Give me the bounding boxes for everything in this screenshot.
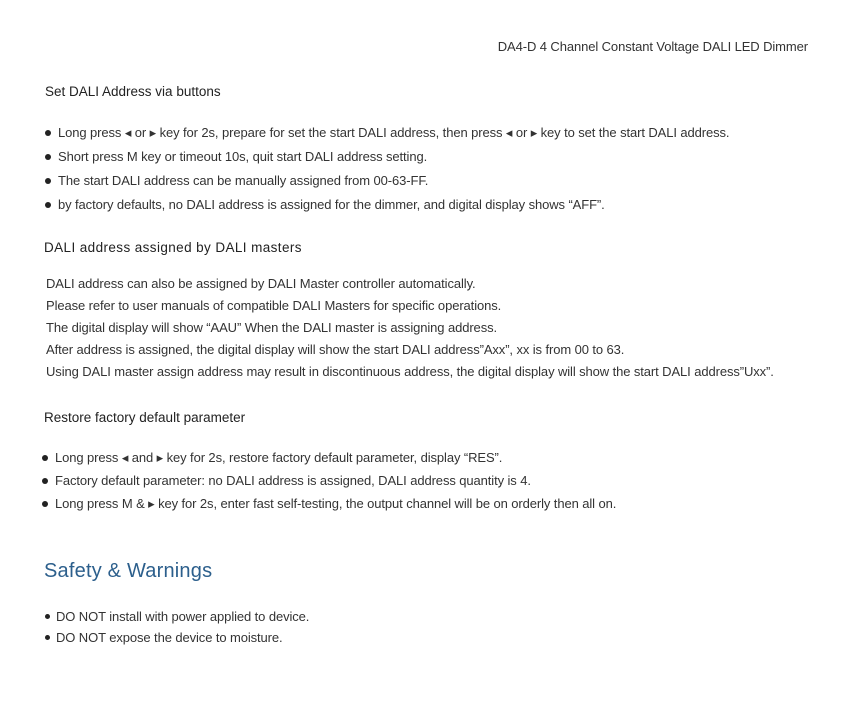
bullet-icon xyxy=(42,501,48,507)
list-item-text: Long press ◂ or ▸ key for 2s, prepare for set the start DALI address, then press ◂ or ▸ key to set the start DALI address. xyxy=(58,125,730,140)
list-item xyxy=(45,125,729,141)
list-item-text: by factory defaults, no DALI address is assigned for the dimmer, and digital display shows “AFF”. xyxy=(58,197,605,212)
bullet-icon xyxy=(45,130,51,136)
paragraph-line: Please refer to user manuals of compatible DALI Masters for specific operations. xyxy=(46,298,502,313)
paragraph-line: After address is assigned, the digital display will show the start DALI address”Axx”, xx is from 00 to 63. xyxy=(46,342,625,357)
restore-heading: Restore factory default parameter xyxy=(44,410,246,425)
bullet-icon xyxy=(45,202,51,208)
safety-warnings-title: Safety & Warnings xyxy=(44,560,213,582)
list-item xyxy=(42,450,502,466)
bullet-icon xyxy=(45,614,50,619)
list-item-text: DO NOT expose the device to moisture. xyxy=(56,630,283,645)
bullet-icon xyxy=(45,154,51,160)
list-item xyxy=(45,173,428,188)
bullet-icon xyxy=(42,478,48,484)
list-item xyxy=(45,149,427,164)
list-item xyxy=(45,630,283,645)
document-header-title: DA4-D 4 Channel Constant Voltage DALI LED Dimmer xyxy=(497,39,808,54)
list-item-text: The start DALI address can be manually assigned from 00-63-FF. xyxy=(58,173,429,188)
paragraph-line: The digital display will show “AAU” When the DALI master is assigning address. xyxy=(46,320,498,335)
bullet-icon xyxy=(42,455,48,461)
bullet-icon xyxy=(45,178,51,184)
paragraph-line: Using DALI master assign address may result in discontinuous address, the digital display will show the start DALI address”Uxx”. xyxy=(46,364,774,379)
list-item-text: Short press M key or timeout 10s, quit start DALI address setting. xyxy=(58,149,428,164)
list-item xyxy=(45,197,605,212)
list-item xyxy=(42,473,531,488)
bullet-icon xyxy=(45,635,50,640)
paragraph-line: DALI address can also be assigned by DALI Master controller automatically. xyxy=(46,276,476,291)
list-item xyxy=(42,496,616,512)
list-item-text: Long press ◂ and ▸ key for 2s, restore factory default parameter, display “RES”. xyxy=(55,450,503,465)
list-item-text: Factory default parameter: no DALI address is assigned, DALI address quantity is 4. xyxy=(55,473,531,488)
list-item xyxy=(45,609,309,624)
list-item-text: Long press M & ▸ key for 2s, enter fast self-testing, the output channel will be on orderly then all on. xyxy=(55,496,617,511)
list-item-text: DO NOT install with power applied to device. xyxy=(56,609,310,624)
set-address-heading: Set DALI Address via buttons xyxy=(45,84,221,99)
masters-heading: DALI address assigned by DALI masters xyxy=(44,240,302,255)
